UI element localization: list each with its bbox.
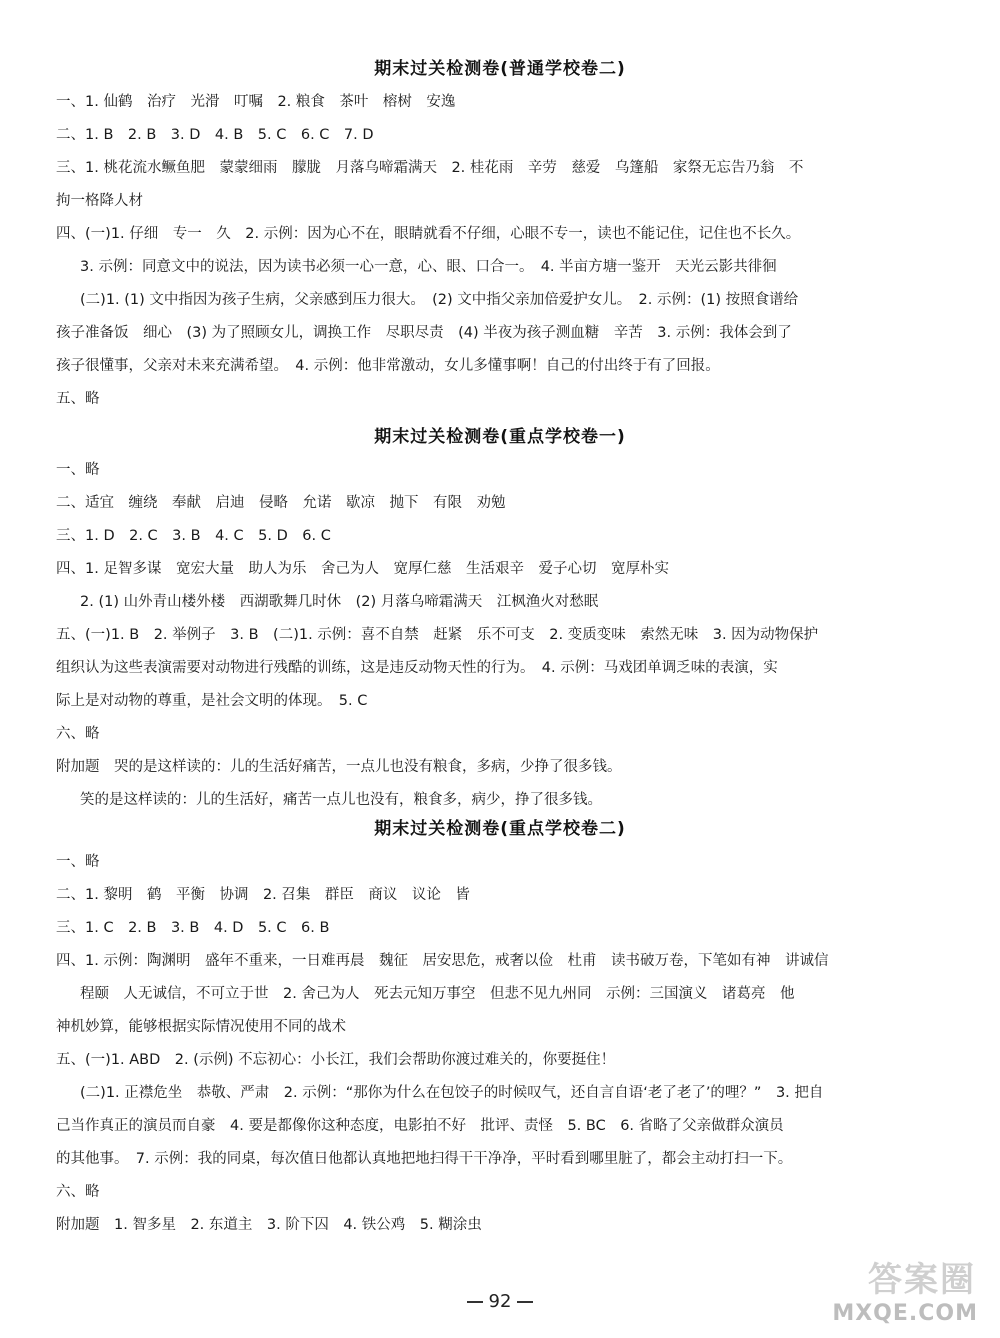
answer-line: 附加题 1. 智多星 2. 东道主 3. 阶下囚 4. 铁公鸡 5. 糊涂虫 <box>56 1217 482 1233</box>
watermark-logo <box>814 1248 984 1328</box>
watermark-bottom: MXQE.COM <box>832 1301 978 1326</box>
answer-line: 四、1. 足智多谋 宽宏大量 助人为乐 舍己为人 宽厚仁慈 生活艰辛 爱子心切 宽厚朴实 <box>56 561 669 577</box>
answer-line: 二、1. 黎明 鹤 平衡 协调 2. 召集 群臣 商议 议论 皆 <box>56 887 470 903</box>
answer-line: 际上是对动物的尊重，是社会文明的体现。 5. C <box>56 693 368 709</box>
answer-line: 四、(一)1. 仔细 专一 久 2. 示例：因为心不在，眼睛就看不仔细，心眼不专一，读也不能记住，记住也不长久。 <box>56 226 801 242</box>
answer-line: 神机妙算，能够根据实际情况使用不同的战术 <box>56 1019 346 1035</box>
answer-line: 二、1. B 2. B 3. D 4. B 5. C 6. C 7. D <box>56 127 374 143</box>
section-key-school-2 <box>0 812 1000 1242</box>
answer-line: 二、适宜 缠绕 奉献 启迪 侵略 允诺 歇凉 抛下 有限 劝勉 <box>56 495 506 511</box>
answer-line: 拘一格降人材 <box>56 193 143 209</box>
answer-line: 三、1. D 2. C 3. B 4. C 5. D 6. C <box>56 528 331 544</box>
section-title: 期末过关检测卷(普通学校卷二) <box>374 59 626 79</box>
answer-line: 程颐 人无诚信，不可立于世 2. 舍己为人 死去元知万事空 但悲不见九州同 示例：三国演义 诸葛亮 他 <box>80 986 795 1002</box>
answer-line: 五、(一)1. B 2. 举例子 3. B (二)1. 示例：喜不自禁 赶紧 乐不可支 2. 变质变味 索然无味 3. 因为动物保护 <box>56 627 819 643</box>
answer-line: 3. 示例：同意文中的说法，因为读书必须一心一意，心、眼、口合一。 4. 半亩方塘一鉴开 天光云影共徘徊 <box>80 259 777 275</box>
answer-line: 四、1. 示例：陶渊明 盛年不重来，一日难再晨 魏征 居安思危，戒奢以俭 杜甫 读书破万卷，下笔如有神 讲诚信 <box>56 953 829 969</box>
dash-left <box>467 1301 483 1303</box>
answer-line: 2. (1) 山外青山楼外楼 西湖歌舞几时休 (2) 月落乌啼霜满天 江枫渔火对愁眠 <box>80 594 599 610</box>
answer-line: 孩子准备饭 细心 (3) 为了照顾女儿，调换工作 尽职尽责 (4) 半夜为孩子测血糖 辛苦 3. 示例：我体会到了 <box>56 325 792 341</box>
answer-line: 一、1. 仙鹤 治疗 光滑 叮嘱 2. 粮食 茶叶 榕树 安逸 <box>56 94 456 110</box>
answer-line: 五、(一)1. ABD 2. (示例) 不忘初心：小长江，我们会帮助你渡过难关的，你要挺住！ <box>56 1052 616 1068</box>
answer-line: 己当作真正的演员而自豪 4. 要是都像你这种态度，电影拍不好 批评、责怪 5. BC 6. 省略了父亲做群众演员 <box>56 1118 784 1134</box>
answer-line: 孩子很懂事，父亲对未来充满希望。 4. 示例：他非常激动，女儿多懂事啊！自己的付出终于有了回报。 <box>56 358 720 374</box>
section-key-school-1 <box>0 420 1000 817</box>
answer-line: 组织认为这些表演需要对动物进行残酷的训练，这是违反动物天性的行为。 4. 示例：马戏团单调乏味的表演，实 <box>56 660 778 676</box>
answer-line: (二)1. 正襟危坐 恭敬、严肃 2. 示例：“那你为什么在包饺子的时候叹气，还自言自语‘老了老了’的哩？” 3. 把自 <box>80 1085 824 1101</box>
answer-line: 三、1. 桃花流水鳜鱼肥 蒙蒙细雨 朦胧 月落乌啼霜满天 2. 桂花雨 辛劳 慈爱 乌篷船 家祭无忘告乃翁 不 <box>56 160 804 176</box>
answer-line: 笑的是这样读的：儿的生活好，痛苦一点儿也没有，粮食多，病少，挣了很多钱。 <box>80 792 602 808</box>
watermark-top: 答案圈 <box>868 1260 976 1300</box>
answer-line: 一、略 <box>56 854 100 870</box>
answer-line: 附加题 哭的是这样读的：儿的生活好痛苦，一点儿也没有粮食，多病，少挣了很多钱。 <box>56 759 622 775</box>
answer-line: (二)1. (1) 文中指因为孩子生病，父亲感到压力很大。 (2) 文中指父亲加倍爱护女儿。 2. 示例：(1) 按照食谱给 <box>80 292 799 308</box>
dash-right <box>517 1301 533 1303</box>
section-title: 期末过关检测卷(重点学校卷一) <box>374 427 626 447</box>
section-title: 期末过关检测卷(重点学校卷二) <box>374 819 626 839</box>
answer-line: 六、略 <box>56 726 100 742</box>
page-number-text: 92 <box>488 1291 512 1312</box>
answer-line: 三、1. C 2. B 3. B 4. D 5. C 6. B <box>56 920 330 936</box>
answer-line: 的其他事。 7. 示例：我的同桌，每次值日他都认真地把地扫得干干净净，平时看到哪里脏了，都会主动打扫一下。 <box>56 1151 793 1167</box>
section-general-school-2 <box>0 52 1000 416</box>
answer-line: 五、略 <box>56 391 100 407</box>
answer-line: 六、略 <box>56 1184 100 1200</box>
answer-line: 一、略 <box>56 462 100 478</box>
